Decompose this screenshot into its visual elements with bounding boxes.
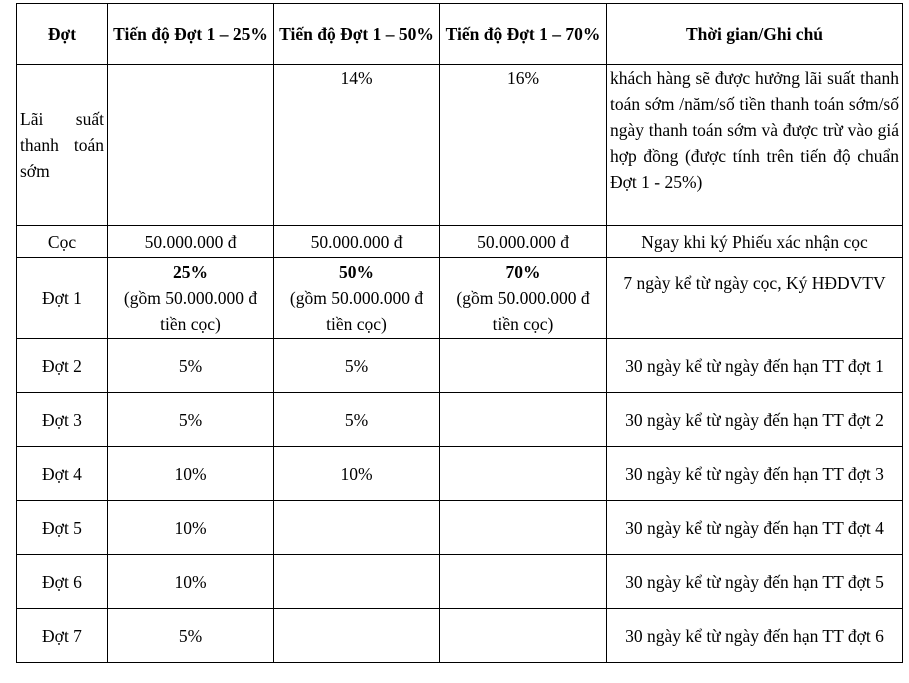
- table-row: [17, 609, 903, 663]
- cell-progress-70: [440, 447, 607, 501]
- cell-progress-70: 16%: [440, 65, 607, 226]
- cell-note: 30 ngày kể từ ngày đến hạn TT đợt 6: [607, 609, 903, 663]
- row-label: Đợt 5: [17, 501, 108, 555]
- table-row: [17, 447, 903, 501]
- cell-note: 30 ngày kể từ ngày đến hạn TT đợt 4: [607, 501, 903, 555]
- row-label: Đợt 6: [17, 555, 108, 609]
- cell-progress-70: [440, 339, 607, 393]
- cell-progress-25: 50.000.000 đ: [108, 226, 274, 258]
- cell-note: 30 ngày kể từ ngày đến hạn TT đợt 2: [607, 393, 903, 447]
- table-row: [17, 65, 903, 226]
- table-row: [17, 339, 903, 393]
- cell-progress-25: [108, 65, 274, 226]
- cell-progress-70: 50.000.000 đ: [440, 226, 607, 258]
- cell-progress-50: [274, 609, 440, 663]
- cell-progress-50: [274, 501, 440, 555]
- table-row: [17, 501, 903, 555]
- row-label: Đợt 3: [17, 393, 108, 447]
- header-row: [17, 4, 903, 65]
- header-time-note: Thời gian/Ghi chú: [607, 4, 903, 65]
- cell-progress-70: [440, 258, 607, 339]
- cell-progress-50: [274, 555, 440, 609]
- cell-note: khách hàng sẽ được hưởng lãi suất thanh toán sớm /năm/số tiền thanh toán sớm/số ngày thanh toán sớm và được trừ vào giá hợp đồng (được tính trên tiến độ chuẩn Đợt 1 - 25%): [607, 65, 903, 226]
- cell-progress-50: 5%: [274, 393, 440, 447]
- cell-progress-50: 50.000.000 đ: [274, 226, 440, 258]
- cell-progress-25: 10%: [108, 555, 274, 609]
- cell-progress-25: 5%: [108, 393, 274, 447]
- header-phase: Đợt: [17, 4, 108, 65]
- cell-progress-50: [274, 258, 440, 339]
- cell-progress-70: [440, 555, 607, 609]
- cell-note: 7 ngày kể từ ngày cọc, Ký HĐDVTV: [607, 258, 903, 339]
- cell-progress-25: 5%: [108, 339, 274, 393]
- cell-percent: 70%: [505, 262, 541, 282]
- cell-note: 30 ngày kể từ ngày đến hạn TT đợt 1: [607, 339, 903, 393]
- row-label: Đợt 2: [17, 339, 108, 393]
- cell-progress-50: 10%: [274, 447, 440, 501]
- row-label: Đợt 7: [17, 609, 108, 663]
- table-row: [17, 555, 903, 609]
- cell-note: 30 ngày kể từ ngày đến hạn TT đợt 3: [607, 447, 903, 501]
- cell-note: 30 ngày kể từ ngày đến hạn TT đợt 5: [607, 555, 903, 609]
- header-progress-70: Tiến độ Đợt 1 – 70%: [440, 4, 607, 65]
- row-label: Đợt 4: [17, 447, 108, 501]
- cell-progress-70: [440, 609, 607, 663]
- cell-progress-50: 5%: [274, 339, 440, 393]
- cell-progress-25: 10%: [108, 501, 274, 555]
- row-label: Lãi suất thanh toán sớm: [17, 65, 108, 226]
- header-progress-25: Tiến độ Đợt 1 – 25%: [108, 4, 274, 65]
- table-row: [17, 393, 903, 447]
- cell-subtext: (gồm 50.000.000 đ tiền cọc): [289, 288, 424, 334]
- cell-progress-25: [108, 258, 274, 339]
- cell-percent: 25%: [173, 262, 208, 282]
- cell-progress-70: [440, 501, 607, 555]
- header-progress-50: Tiến độ Đợt 1 – 50%: [274, 4, 440, 65]
- cell-subtext: (gồm 50.000.000 đ tiền cọc): [123, 288, 258, 334]
- cell-progress-25: 5%: [108, 609, 274, 663]
- cell-note: Ngay khi ký Phiếu xác nhận cọc: [607, 226, 903, 258]
- cell-progress-25: 10%: [108, 447, 274, 501]
- table-row: [17, 226, 903, 258]
- payment-schedule-table: [16, 3, 903, 663]
- row-label: Cọc: [17, 226, 108, 258]
- row-label: Đợt 1: [17, 258, 108, 339]
- cell-percent: 50%: [339, 262, 374, 282]
- cell-progress-70: [440, 393, 607, 447]
- cell-progress-50: 14%: [274, 65, 440, 226]
- cell-subtext: (gồm 50.000.000 đ tiền cọc): [456, 288, 590, 334]
- table-row: [17, 258, 903, 339]
